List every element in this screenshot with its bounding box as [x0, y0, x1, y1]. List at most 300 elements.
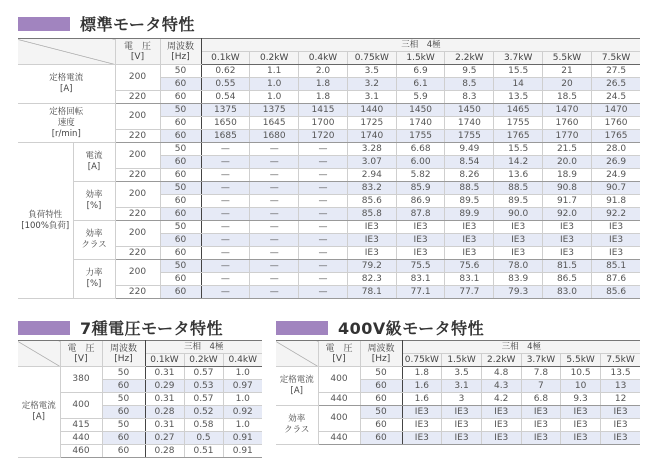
capacity-header: 7.5kW — [591, 52, 640, 65]
value-cell: 1.1 — [250, 65, 299, 78]
value-cell: 82.3 — [347, 273, 396, 286]
voltage-header — [60, 341, 102, 367]
section-title-standard — [18, 12, 195, 35]
value-cell: 4.2 — [481, 393, 521, 406]
value-cell: IE3 — [561, 406, 601, 419]
frequency-label: 周波数 — [109, 343, 137, 354]
value-cell: 10 — [561, 380, 601, 393]
row-label — [73, 221, 115, 260]
frequency-cell: 60 — [160, 156, 201, 169]
value-cell: — — [201, 195, 250, 208]
value-cell: — — [250, 221, 299, 234]
value-cell: IE3 — [543, 234, 592, 247]
table-row — [18, 104, 640, 117]
voltage-header — [115, 39, 160, 65]
voltage-cell: 220 — [115, 247, 160, 260]
value-cell: IE3 — [442, 432, 482, 445]
value-cell: 1.0 — [223, 393, 262, 406]
value-cell: 4.3 — [481, 380, 521, 393]
section-title-400v — [276, 316, 484, 339]
voltage-cell: 220 — [115, 208, 160, 221]
value-cell: — — [201, 234, 250, 247]
label-line: 速度 — [57, 117, 75, 128]
value-cell: 20 — [543, 78, 592, 91]
value-cell: IE3 — [445, 234, 494, 247]
value-cell: 27.5 — [591, 65, 640, 78]
value-cell: 89.5 — [494, 195, 543, 208]
voltage-cell: 200 — [115, 143, 160, 169]
value-cell: — — [299, 234, 348, 247]
value-cell: — — [250, 182, 299, 195]
value-cell: 15.5 — [494, 143, 543, 156]
value-cell: 83.1 — [445, 273, 494, 286]
value-cell: — — [201, 182, 250, 195]
value-cell: 8.26 — [445, 169, 494, 182]
value-cell: IE3 — [481, 419, 521, 432]
header-row — [276, 341, 640, 354]
value-cell: — — [299, 260, 348, 273]
voltage-cell: 380 — [60, 367, 102, 393]
value-cell: 85.6 — [347, 195, 396, 208]
value-cell: 83.9 — [494, 273, 543, 286]
voltage-cell: 415 — [60, 419, 102, 432]
value-cell: 87.8 — [396, 208, 445, 221]
value-cell: 89.5 — [445, 195, 494, 208]
value-cell: 1740 — [396, 117, 445, 130]
value-cell: 78.1 — [347, 286, 396, 299]
value-cell: 85.6 — [591, 286, 640, 299]
value-cell: 1740 — [347, 130, 396, 143]
value-cell: 0.91 — [223, 445, 262, 458]
value-cell: 75.5 — [396, 260, 445, 273]
value-cell: 92.0 — [543, 208, 592, 221]
voltage-cell: 200 — [115, 260, 160, 286]
value-cell: IE3 — [521, 432, 561, 445]
value-cell: — — [299, 182, 348, 195]
value-cell: 15.5 — [494, 65, 543, 78]
voltage-cell: 200 — [115, 221, 160, 247]
row-label — [18, 65, 115, 104]
frequency-cell: 60 — [102, 380, 145, 393]
frequency-label: 周波数 — [166, 41, 194, 52]
row-group-label — [18, 143, 73, 299]
table-row — [276, 432, 640, 445]
value-cell: IE3 — [591, 247, 640, 260]
value-cell: 1760 — [543, 117, 592, 130]
value-cell: 1450 — [396, 104, 445, 117]
value-cell: IE3 — [402, 419, 442, 432]
value-cell: 1.6 — [402, 380, 442, 393]
capacity-header: 7.5kW — [600, 354, 640, 367]
frequency-cell: 60 — [360, 419, 402, 432]
value-cell: 1.0 — [250, 78, 299, 91]
value-cell: 0.28 — [145, 445, 184, 458]
capacity-header: 5.5kW — [543, 52, 592, 65]
value-cell: 90.7 — [591, 182, 640, 195]
value-cell: 18.9 — [543, 169, 592, 182]
label-line: 負荷特性 — [28, 209, 63, 220]
voltage-cell: 460 — [60, 445, 102, 458]
value-cell: IE3 — [442, 406, 482, 419]
capacity-header: 0.75kW — [347, 52, 396, 65]
label-line: 定格回転 — [49, 106, 84, 117]
value-cell: IE3 — [347, 221, 396, 234]
value-cell: 88.5 — [445, 182, 494, 195]
frequency-cell: 60 — [160, 286, 201, 299]
voltage-cell: 400 — [318, 367, 360, 393]
value-cell: IE3 — [543, 247, 592, 260]
frequency-cell: 50 — [160, 221, 201, 234]
label-line: [100%負荷] — [21, 220, 70, 231]
value-cell: 9.3 — [561, 393, 601, 406]
capacity-header: 3.7kW — [521, 354, 561, 367]
value-cell: 1375 — [250, 104, 299, 117]
value-cell: 0.53 — [184, 380, 223, 393]
voltage-cell: 220 — [115, 286, 160, 299]
value-cell: IE3 — [402, 432, 442, 445]
value-cell: 0.55 — [201, 78, 250, 91]
table-row — [18, 143, 640, 156]
frequency-cell: 50 — [160, 182, 201, 195]
value-cell: 3.5 — [442, 367, 482, 380]
value-cell: 8.5 — [445, 78, 494, 91]
value-cell: 7.8 — [521, 367, 561, 380]
value-cell: 92.2 — [591, 208, 640, 221]
value-cell: 13.6 — [494, 169, 543, 182]
value-cell: — — [250, 208, 299, 221]
voltage-cell: 200 — [115, 65, 160, 91]
value-cell: 24.5 — [591, 91, 640, 104]
value-cell: 26.5 — [591, 78, 640, 91]
voltage-cell: 440 — [318, 393, 360, 406]
value-cell: — — [250, 234, 299, 247]
value-cell: 1685 — [201, 130, 250, 143]
frequency-cell: 60 — [160, 208, 201, 221]
value-cell: 0.31 — [145, 419, 184, 432]
voltage-unit: [V] — [74, 353, 88, 364]
value-cell: IE3 — [396, 247, 445, 260]
capacity-header: 5.5kW — [561, 354, 601, 367]
value-cell: 1765 — [591, 130, 640, 143]
value-cell: 1470 — [591, 104, 640, 117]
table-row — [18, 221, 640, 234]
value-cell: — — [201, 208, 250, 221]
voltage-cell: 220 — [115, 130, 160, 143]
header-corner — [18, 39, 115, 65]
value-cell: 77.1 — [396, 286, 445, 299]
value-cell: — — [250, 195, 299, 208]
value-cell: 0.51 — [184, 445, 223, 458]
header-row — [18, 341, 262, 354]
title-text: 標準モータ特性 — [80, 15, 195, 34]
value-cell: 2.94 — [347, 169, 396, 182]
value-cell: 1.6 — [402, 393, 442, 406]
voltage-cell: 200 — [115, 182, 160, 208]
frequency-cell: 60 — [160, 169, 201, 182]
voltage-unit: [V] — [332, 353, 346, 364]
value-cell: 13.5 — [600, 367, 640, 380]
value-cell: IE3 — [347, 247, 396, 260]
value-cell: 81.5 — [543, 260, 592, 273]
value-cell: — — [299, 247, 348, 260]
frequency-label: 周波数 — [367, 343, 395, 354]
voltage-label: 電 圧 — [67, 343, 95, 354]
value-cell: — — [201, 143, 250, 156]
value-cell: 12 — [600, 393, 640, 406]
frequency-cell: 60 — [160, 130, 201, 143]
frequency-cell: 60 — [160, 195, 201, 208]
label-line: クラス — [284, 425, 310, 435]
value-cell: 26.9 — [591, 156, 640, 169]
frequency-cell: 50 — [160, 143, 201, 156]
frequency-header — [102, 341, 145, 367]
value-cell: — — [250, 169, 299, 182]
value-cell: 6.68 — [396, 143, 445, 156]
value-cell: 0.27 — [145, 432, 184, 445]
value-cell: 0.91 — [223, 432, 262, 445]
value-cell: IE3 — [396, 234, 445, 247]
phase-pole-header: 三相 4極 — [145, 341, 262, 354]
frequency-cell: 60 — [360, 393, 402, 406]
value-cell: — — [299, 273, 348, 286]
frequency-cell: 60 — [160, 91, 201, 104]
value-cell: 0.57 — [184, 367, 223, 380]
frequency-cell: 60 — [160, 234, 201, 247]
value-cell: 1440 — [347, 104, 396, 117]
value-cell: 86.5 — [543, 273, 592, 286]
value-cell: IE3 — [521, 406, 561, 419]
frequency-cell: 60 — [360, 432, 402, 445]
row-label — [73, 143, 115, 182]
title-marker — [276, 321, 328, 335]
value-cell: 87.6 — [591, 273, 640, 286]
value-cell: 8.3 — [445, 91, 494, 104]
value-cell: 0.58 — [184, 419, 223, 432]
value-cell: IE3 — [494, 234, 543, 247]
frequency-cell: 60 — [160, 117, 201, 130]
table-row — [18, 182, 640, 195]
capacity-header: 0.1kW — [201, 52, 250, 65]
capacity-header: 0.4kW — [223, 354, 262, 367]
value-cell: 7 — [521, 380, 561, 393]
frequency-unit: [Hz] — [114, 353, 133, 364]
frequency-cell: 50 — [160, 104, 201, 117]
value-cell: 3.1 — [347, 91, 396, 104]
capacity-header: 0.4kW — [299, 52, 348, 65]
value-cell: 1.8 — [402, 367, 442, 380]
value-cell: — — [299, 286, 348, 299]
voltage-header — [318, 341, 360, 367]
value-cell: 1680 — [250, 130, 299, 143]
value-cell: 1465 — [494, 104, 543, 117]
value-cell: — — [201, 169, 250, 182]
value-cell: — — [201, 247, 250, 260]
value-cell: IE3 — [600, 432, 640, 445]
value-cell: 85.9 — [396, 182, 445, 195]
standard-motor-table — [18, 38, 640, 299]
value-cell: 3.5 — [347, 65, 396, 78]
title-text: 400V級モータ特性 — [338, 319, 485, 338]
voltage-label: 電 圧 — [123, 41, 151, 52]
value-cell: 1375 — [201, 104, 250, 117]
value-cell: 1470 — [543, 104, 592, 117]
label-line: 効率 — [85, 229, 103, 239]
row-label — [276, 406, 318, 445]
value-cell: 1415 — [299, 104, 348, 117]
value-cell: 0.5 — [184, 432, 223, 445]
value-cell: IE3 — [591, 234, 640, 247]
capacity-header: 3.7kW — [494, 52, 543, 65]
phase-pole-header: 三相 4極 — [402, 341, 640, 354]
value-cell: 0.52 — [184, 406, 223, 419]
row-label — [276, 367, 318, 406]
value-cell: 13.5 — [494, 91, 543, 104]
value-cell: 14.2 — [494, 156, 543, 169]
value-cell: 4.8 — [481, 367, 521, 380]
value-cell: 83.0 — [543, 286, 592, 299]
value-cell: 0.57 — [184, 393, 223, 406]
value-cell: 0.97 — [223, 380, 262, 393]
value-cell: — — [250, 247, 299, 260]
value-cell: — — [201, 221, 250, 234]
value-cell: 90.8 — [543, 182, 592, 195]
value-cell: 79.3 — [494, 286, 543, 299]
table-row — [276, 393, 640, 406]
value-cell: — — [201, 156, 250, 169]
frequency-cell: 60 — [102, 445, 145, 458]
title-marker — [18, 17, 70, 31]
value-cell: IE3 — [600, 419, 640, 432]
label-line: クラス — [81, 240, 107, 250]
value-cell: 28.0 — [591, 143, 640, 156]
title-text: 7種電圧モータ特性 — [80, 319, 223, 338]
value-cell: IE3 — [445, 221, 494, 234]
voltage-cell: 440 — [318, 432, 360, 445]
table-row — [18, 260, 640, 273]
capacity-header: 1.5kW — [396, 52, 445, 65]
value-cell: 21.5 — [543, 143, 592, 156]
frequency-unit: [Hz] — [171, 51, 190, 62]
voltage-cell: 200 — [115, 104, 160, 130]
value-cell: 78.0 — [494, 260, 543, 273]
value-cell: 3.1 — [442, 380, 482, 393]
value-cell: 9.5 — [445, 65, 494, 78]
section-title-seven-voltage — [18, 316, 223, 339]
value-cell: 0.31 — [145, 367, 184, 380]
frequency-header — [360, 341, 402, 367]
frequency-cell: 50 — [102, 393, 145, 406]
value-cell: IE3 — [561, 432, 601, 445]
row-label — [73, 182, 115, 221]
value-cell: 3 — [442, 393, 482, 406]
value-cell: — — [299, 169, 348, 182]
label-line: [r/min] — [51, 128, 81, 139]
value-cell: — — [299, 221, 348, 234]
value-cell: — — [299, 156, 348, 169]
value-cell: 3.2 — [347, 78, 396, 91]
frequency-cell: 50 — [102, 419, 145, 432]
value-cell: 5.82 — [396, 169, 445, 182]
value-cell: 1.8 — [299, 91, 348, 104]
label-line: [%] — [86, 279, 102, 289]
header-corner — [276, 341, 318, 367]
label-line: 力率 — [85, 268, 103, 278]
value-cell: 77.7 — [445, 286, 494, 299]
value-cell: IE3 — [494, 221, 543, 234]
capacity-header: 2.2kW — [445, 52, 494, 65]
value-cell: 6.9 — [396, 65, 445, 78]
row-label — [18, 367, 60, 458]
value-cell: 1755 — [445, 130, 494, 143]
value-cell: 1760 — [591, 117, 640, 130]
value-cell: 0.92 — [223, 406, 262, 419]
label-line: 定格電流 — [279, 375, 314, 385]
value-cell: 1740 — [445, 117, 494, 130]
value-cell: 18.5 — [543, 91, 592, 104]
value-cell: — — [299, 195, 348, 208]
value-cell: 14 — [494, 78, 543, 91]
value-cell: 1645 — [250, 117, 299, 130]
capacity-header: 0.2kW — [184, 354, 223, 367]
value-cell: — — [250, 143, 299, 156]
value-cell: IE3 — [561, 419, 601, 432]
value-cell: IE3 — [445, 247, 494, 260]
value-cell: 83.1 — [396, 273, 445, 286]
value-cell: IE3 — [521, 419, 561, 432]
table-row — [18, 65, 640, 78]
value-cell: 6.1 — [396, 78, 445, 91]
capacity-header: 1.5kW — [442, 354, 482, 367]
value-cell: 21 — [543, 65, 592, 78]
value-cell: 86.9 — [396, 195, 445, 208]
value-cell: 79.2 — [347, 260, 396, 273]
label-line: [A] — [290, 386, 303, 396]
value-cell: 0.31 — [145, 393, 184, 406]
value-cell: 1770 — [543, 130, 592, 143]
frequency-cell: 60 — [102, 432, 145, 445]
frequency-unit: [Hz] — [371, 353, 391, 364]
voltage-cell: 220 — [115, 169, 160, 182]
400v-motor-table — [276, 340, 640, 445]
value-cell: 1755 — [396, 130, 445, 143]
frequency-cell: 50 — [360, 367, 402, 380]
value-cell: 20.0 — [543, 156, 592, 169]
header-row — [18, 39, 640, 52]
value-cell: 3.28 — [347, 143, 396, 156]
seven-voltage-motor-table — [18, 340, 262, 458]
frequency-cell: 60 — [160, 273, 201, 286]
value-cell: 1755 — [494, 117, 543, 130]
title-marker — [18, 321, 70, 335]
value-cell: 85.1 — [591, 260, 640, 273]
value-cell: 75.6 — [445, 260, 494, 273]
value-cell: 90.0 — [494, 208, 543, 221]
capacity-header: 2.2kW — [481, 354, 521, 367]
value-cell: 1450 — [445, 104, 494, 117]
value-cell: IE3 — [442, 419, 482, 432]
value-cell: — — [201, 286, 250, 299]
voltage-cell: 400 — [60, 393, 102, 419]
value-cell: 91.8 — [591, 195, 640, 208]
voltage-cell: 220 — [115, 91, 160, 104]
value-cell: 6.8 — [521, 393, 561, 406]
frequency-cell: 50 — [360, 406, 402, 419]
value-cell: IE3 — [543, 221, 592, 234]
value-cell: 0.28 — [145, 406, 184, 419]
label-line: [A] — [32, 412, 45, 422]
voltage-cell: 440 — [60, 432, 102, 445]
value-cell: IE3 — [481, 432, 521, 445]
